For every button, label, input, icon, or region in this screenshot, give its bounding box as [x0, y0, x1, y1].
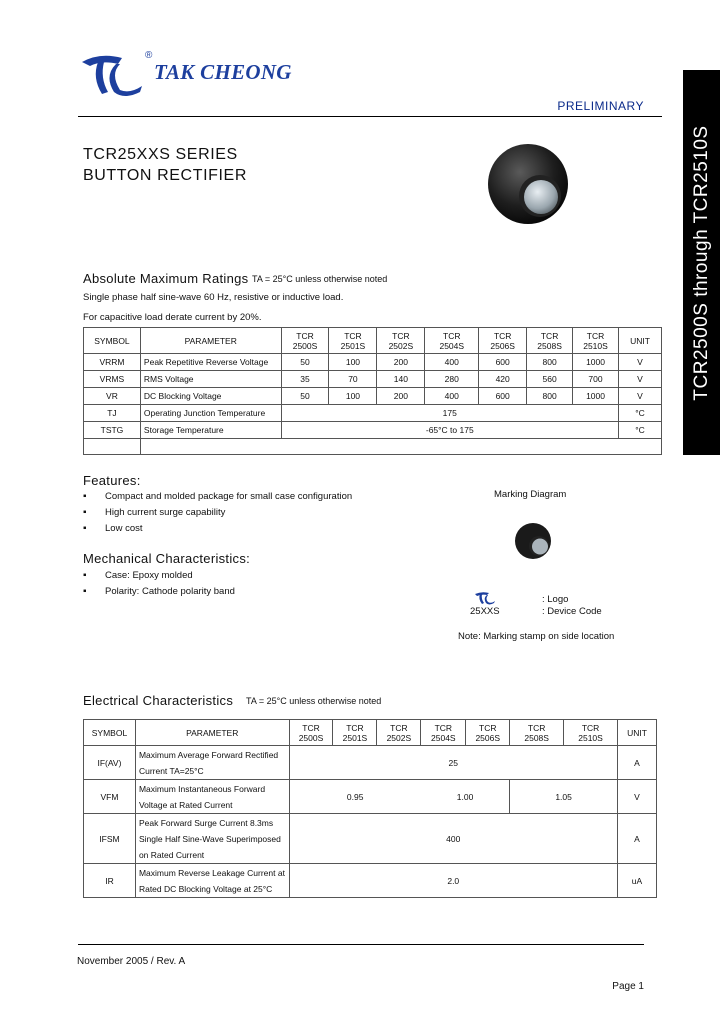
value-cell: 70 — [329, 371, 377, 388]
param-line: Current TA=25°C — [138, 765, 204, 776]
marking-logo-icon — [474, 591, 496, 605]
tak-cheong-logo-icon — [80, 52, 146, 98]
param-line: Maximum Reverse Leakage Current at — [138, 867, 285, 878]
span-value-cell: -65°C to 175 — [281, 422, 618, 439]
col-symbol: SYMBOL — [84, 720, 136, 746]
symbol-cell: TSTG — [84, 422, 141, 439]
value-cell: 1.00 — [421, 780, 510, 814]
value-cell: 1000 — [573, 388, 619, 405]
table-row — [84, 422, 662, 439]
abs-max-header-row — [84, 328, 662, 354]
abs-max-note-1: Single phase half sine-wave 60 Hz, resistive or inductive load. — [83, 292, 344, 303]
col-parameter: PARAMETER — [135, 720, 289, 746]
parameter-cell: Storage Temperature — [140, 422, 281, 439]
unit-cell: A — [618, 746, 657, 780]
table-row — [84, 371, 662, 388]
unit-cell: uA — [618, 864, 657, 898]
list-item: ▪ Compact and molded package for small case configuration — [105, 489, 405, 505]
col-parameter: PARAMETER — [140, 328, 281, 354]
symbol-cell: IF(AV) — [84, 746, 136, 780]
revision-date: November 2005 / Rev. A — [77, 956, 186, 967]
parameter-cell — [135, 864, 289, 898]
brand-name: TAK CHEONG — [154, 60, 292, 84]
param-line: Voltage at Rated Current — [138, 799, 233, 810]
col-unit: UNIT — [618, 720, 657, 746]
electrical-heading: Electrical Characteristics — [83, 693, 234, 708]
symbol-cell: VR — [84, 388, 141, 405]
parameter-cell — [135, 814, 289, 864]
header-rule — [78, 116, 662, 117]
col-2500s: TCR 2500S — [289, 720, 333, 746]
symbol-cell: TJ — [84, 405, 141, 422]
marking-note: Note: Marking stamp on side location — [458, 631, 615, 642]
col-2504s: TCR 2504S — [421, 720, 466, 746]
button-rectifier-photo-icon — [486, 140, 570, 226]
value-cell: 800 — [527, 388, 573, 405]
param-line: Peak Forward Surge Current 8.3ms — [138, 817, 274, 828]
abs-max-table — [83, 327, 662, 455]
abs-max-heading: Absolute Maximum Ratings — [83, 271, 249, 286]
value-cell: 400 — [425, 354, 479, 371]
value-cell: 600 — [479, 354, 527, 371]
value-cell: 100 — [329, 388, 377, 405]
unit-cell: A — [618, 814, 657, 864]
parameter-cell: DC Blocking Voltage — [140, 388, 281, 405]
table-row-empty — [84, 439, 662, 455]
table-row — [84, 405, 662, 422]
value-cell: 800 — [527, 354, 573, 371]
symbol-cell: IR — [84, 864, 136, 898]
empty-cell — [84, 439, 141, 455]
col-2500s: TCR 2500S — [281, 328, 329, 354]
marked-rectifier-icon — [514, 521, 554, 561]
features-list — [105, 489, 405, 537]
span-value-cell: 400 — [289, 814, 617, 864]
table-row — [84, 814, 657, 864]
symbol-cell: VRMS — [84, 371, 141, 388]
value-cell: 700 — [573, 371, 619, 388]
value-cell: 1.05 — [510, 780, 618, 814]
symbol-cell: IFSM — [84, 814, 136, 864]
col-2510s: TCR 2510S — [564, 720, 618, 746]
value-cell: 50 — [281, 388, 329, 405]
param-line: Maximum Instantaneous Forward — [138, 783, 266, 794]
series-title: TCR25XXS SERIES — [83, 146, 238, 163]
col-symbol: SYMBOL — [84, 328, 141, 354]
symbol-cell: VFM — [84, 780, 136, 814]
value-cell: 1000 — [573, 354, 619, 371]
footer-rule — [78, 944, 644, 945]
marking-diagram-title: Marking Diagram — [494, 489, 567, 500]
value-cell: 600 — [479, 388, 527, 405]
value-cell: 280 — [425, 371, 479, 388]
col-unit: UNIT — [618, 328, 661, 354]
value-cell: 560 — [527, 371, 573, 388]
features-heading: Features: — [83, 473, 141, 488]
parameter-cell: RMS Voltage — [140, 371, 281, 388]
abs-max-note-2: For capacitive load derate current by 20%. — [83, 312, 262, 323]
parameter-cell — [135, 746, 289, 780]
value-cell: 400 — [425, 388, 479, 405]
list-item: ▪ High current surge capability — [105, 505, 405, 521]
list-item: ▪ Case: Epoxy molded — [105, 568, 405, 584]
col-2510s: TCR 2510S — [573, 328, 619, 354]
parameter-cell: Operating Junction Temperature — [140, 405, 281, 422]
list-item: ▪ Polarity: Cathode polarity band — [105, 584, 405, 600]
unit-cell: V — [618, 388, 661, 405]
param-line: Maximum Average Forward Rectified — [138, 749, 279, 760]
param-line: Single Half Sine-Wave Superimposed — [138, 833, 281, 844]
col-2506s: TCR 2506S — [479, 328, 527, 354]
table-row — [84, 780, 657, 814]
electrical-table — [83, 719, 657, 898]
registered-mark: ® — [145, 50, 153, 61]
parameter-cell: Peak Repetitive Reverse Voltage — [140, 354, 281, 371]
param-line: Rated DC Blocking Voltage at 25°C — [138, 883, 273, 894]
preliminary-label: PRELIMINARY — [557, 99, 644, 113]
col-2508s: TCR 2508S — [510, 720, 564, 746]
marking-logo-label: : Logo — [542, 594, 569, 605]
marking-code-label: : Device Code — [542, 606, 602, 617]
col-2501s: TCR 2501S — [329, 328, 377, 354]
col-2501s: TCR 2501S — [333, 720, 377, 746]
value-cell: 200 — [377, 388, 425, 405]
unit-cell: V — [618, 371, 661, 388]
value-cell: 420 — [479, 371, 527, 388]
marking-device-code: 25XXS — [470, 606, 500, 617]
elec-header-row — [84, 720, 657, 746]
unit-cell: V — [618, 354, 661, 371]
abs-max-condition: TA = 25°C unless otherwise noted — [252, 274, 388, 284]
span-value-cell: 2.0 — [289, 864, 617, 898]
table-row — [84, 746, 657, 780]
parameter-cell — [135, 780, 289, 814]
table-row — [84, 388, 662, 405]
table-row — [84, 864, 657, 898]
electrical-condition: TA = 25°C unless otherwise noted — [246, 696, 382, 706]
mechanical-heading: Mechanical Characteristics: — [83, 551, 251, 566]
col-2504s: TCR 2504S — [425, 328, 479, 354]
value-cell: 140 — [377, 371, 425, 388]
value-cell: 0.95 — [289, 780, 421, 814]
unit-cell: °C — [618, 405, 661, 422]
symbol-cell: VRRM — [84, 354, 141, 371]
value-cell: 200 — [377, 354, 425, 371]
span-value-cell: 25 — [289, 746, 617, 780]
mechanical-list — [105, 568, 405, 600]
col-2502s: TCR 2502S — [377, 328, 425, 354]
value-cell: 100 — [329, 354, 377, 371]
side-tab-text: TCR2500S through TCR2510S — [690, 124, 712, 401]
unit-cell: °C — [618, 422, 661, 439]
unit-cell: V — [618, 780, 657, 814]
product-title: BUTTON RECTIFIER — [83, 167, 247, 184]
span-value-cell: 175 — [281, 405, 618, 422]
empty-cell — [140, 439, 661, 455]
col-2502s: TCR 2502S — [377, 720, 421, 746]
col-2508s: TCR 2508S — [527, 328, 573, 354]
side-tab — [683, 70, 720, 455]
value-cell: 35 — [281, 371, 329, 388]
list-item: ▪ Low cost — [105, 521, 405, 537]
value-cell: 50 — [281, 354, 329, 371]
table-row — [84, 354, 662, 371]
page-number: Page 1 — [612, 981, 644, 992]
param-line: on Rated Current — [138, 849, 205, 860]
col-2506s: TCR 2506S — [466, 720, 510, 746]
